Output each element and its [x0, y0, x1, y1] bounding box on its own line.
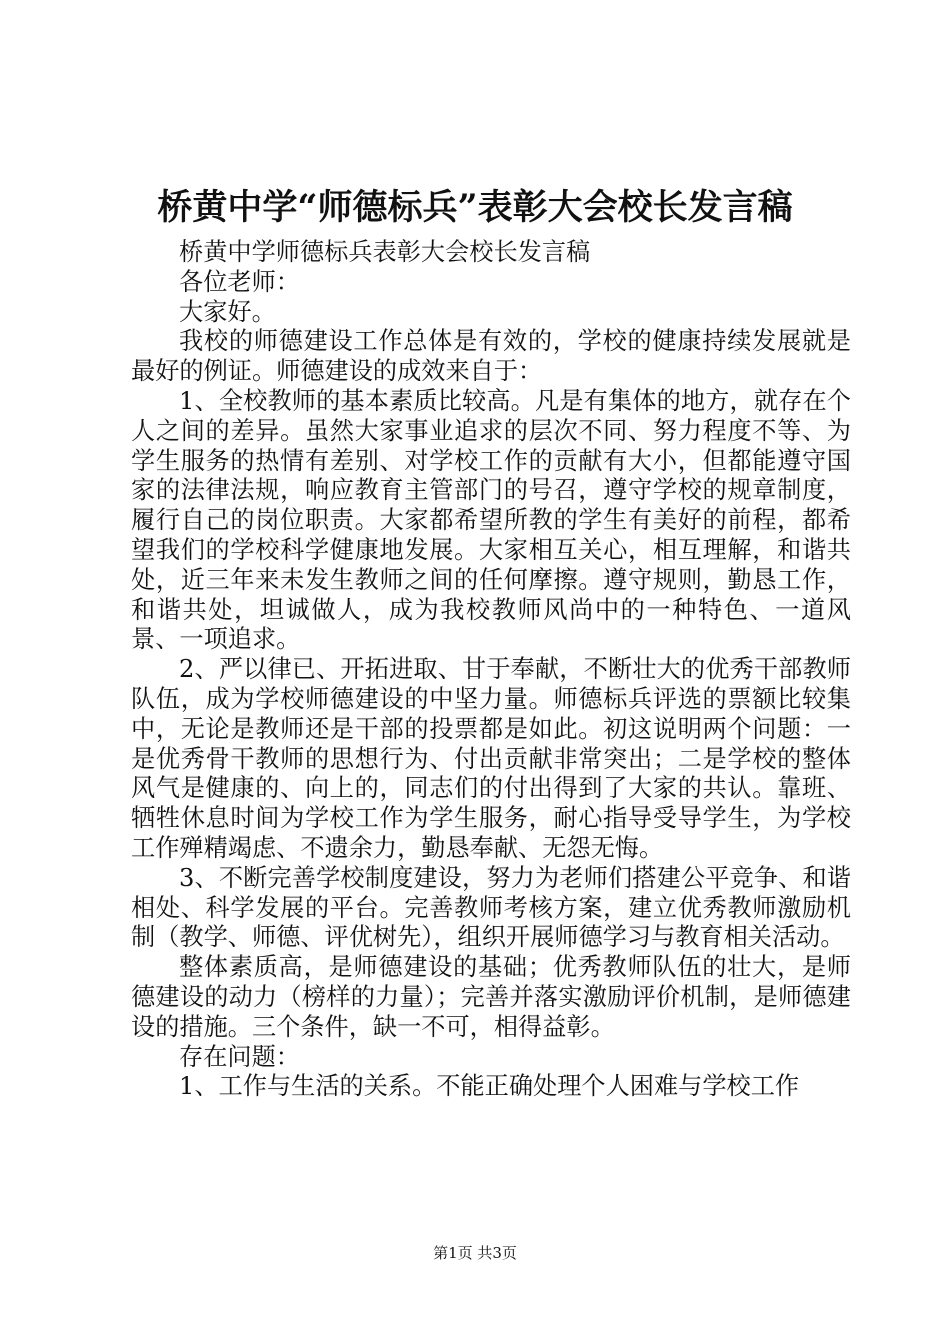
body-paragraph: 2、严以律已、开拓进取、甘于奉献，不断壮大的优秀干部教师队伍，成为学校师德建设的中坚力量。师德标兵评选的票额比较集中，无论是教师还是干部的投票都是如此。初这说明两个问题：一是优秀骨干教师的思想行为、付出贡献非常突出；二是学校的整体风气是健康的、向上的，同志们的付出得到了大家的共认。靠班、牺牲休息时间为学校工作为学生服务，耐心指导受导学生，为学校工作殚精竭虑、不遗余力，勤恳奉献、无怨无悔。: [131, 655, 851, 862]
document-body: [131, 238, 851, 1102]
body-paragraph: 1、全校教师的基本素质比较高。凡是有集体的地方，就存在个人之间的差异。虽然大家事业追求的层次不同、努力程度不等、为学生服务的热情有差别、对学校工作的贡献有大小，但都能遵守国家的法律法规，响应教育主管部门的号召，遵守学校的规章制度，履行自己的岗位职责。大家都希望所教的学生有美好的前程，都希望我们的学校科学健康地发展。大家相互关心，相互理解，和谐共处，近三年来未发生教师之间的任何摩擦。遵守规则，勤恳工作，和谐共处，坦诚做人，成为我校教师风尚中的一种特色、一道风景、一项追求。: [131, 386, 851, 654]
body-paragraph: 整体素质高，是师德建设的基础；优秀教师队伍的壮大，是师德建设的动力（榜样的力量）；完善并落实激励评价机制，是师德建设的措施。三个条件，缺一不可，相得益彰。: [131, 953, 851, 1041]
section-heading-paragraph: 存在问题：: [179, 1042, 300, 1071]
document-title: 桥黄中学“师德标兵”表彰大会校长发言稿: [157, 187, 793, 228]
salutation-paragraph: 各位老师：: [179, 267, 300, 296]
subtitle-paragraph: 桥黄中学师德标兵表彰大会校长发言稿: [179, 238, 591, 266]
greeting-paragraph: 大家好。: [179, 297, 276, 326]
body-paragraph: 我校的师德建设工作总体是有效的，学校的健康持续发展就是最好的例证。师德建设的成效来自于：: [131, 327, 851, 386]
body-paragraph: 3、不断完善学校制度建设，努力为老师们搭建公平竞争、和谐相处、科学发展的平台。完善教师考核方案，建立优秀教师激励机制（教学、师德、评优树先），组织开展师德学习与教育相关活动。: [131, 863, 851, 952]
page-footer: 第1页 共3页: [433, 1244, 517, 1262]
body-paragraph: 1、工作与生活的关系。不能正确处理个人困难与学校工作: [179, 1072, 800, 1101]
